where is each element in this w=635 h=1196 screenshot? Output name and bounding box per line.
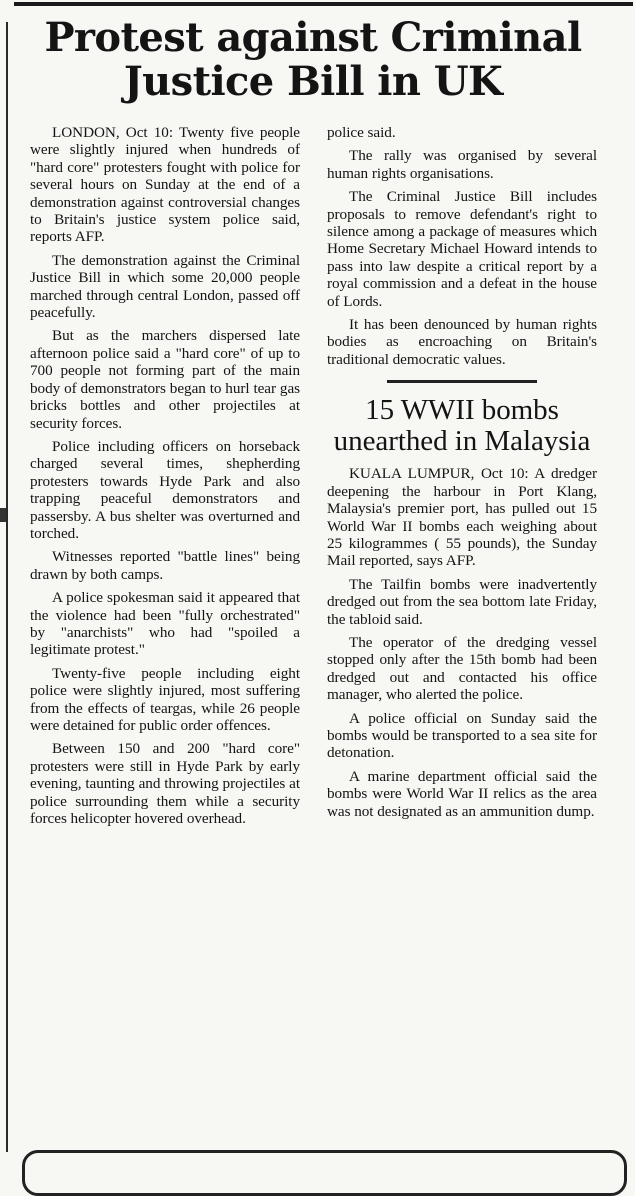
article1-paragraph: Between 150 and 200 "hard core" protesters were still in Hyde Park by early evening, taunting and throwing projectiles at police surrounding them while a security forces helicopter hovered overhead. (30, 740, 300, 828)
article1-headline: Protest against Criminal Justice Bill in UK (44, 14, 582, 105)
article1-paragraph: Twenty-five people including eight police were slightly injured, most suffering from the effects of teargas, while 26 people were detained for public order offences. (30, 664, 300, 734)
article1-continued-paragraph: The rally was organised by several human rights organisations. (327, 147, 597, 182)
article1-paragraph: But as the marchers dispersed late afternoon police said a "hard core" of up to 700 people not forming part of the main body of demonstrators began to hurl tear gas bricks bottles and other projectiles at security forces. (30, 327, 300, 432)
article2-headline: 15 WWII bombs unearthed in Malaysia (333, 394, 591, 458)
article1-continued-paragraph: It has been denounced by human rights bodies as encroaching on Britain's traditional democratic values. (327, 316, 597, 368)
left-edge-mark (0, 508, 6, 522)
article1-continued-paragraph: The Criminal Justice Bill includes proposals to remove defendant's right to silence among a package of measures which Home Secretary Michael Howard intends to pass into law despite a critical report by a royal commission and a defeat in the house of Lords. (327, 188, 597, 310)
article2-paragraph: The Tailfin bombs were inadvertently dredged out from the sea bottom late Friday, the tabloid said. (327, 575, 597, 628)
article2-paragraph: The operator of the dredging vessel stopped only after the 15th bomb had been dredged out and contacted his office manager, who alerted the police. (327, 633, 597, 704)
next-article-box (22, 1150, 627, 1196)
article1-paragraph: Police including officers on horseback charged several times, shepherding protesters towards Hyde Park and also trapping peaceful demonstrators and passersby. A bus shelter was overturned and torched. (30, 437, 300, 542)
article2-paragraph: A police official on Sunday said the bombs would be transported to a sea site for detonation. (327, 709, 597, 762)
article1-column-1 (30, 124, 300, 833)
article-column-2 (327, 124, 597, 826)
article-separator (387, 380, 537, 383)
article1-continued-paragraph: police said. (327, 124, 396, 141)
top-rule (14, 2, 633, 6)
left-column-rule (6, 22, 8, 1152)
article1-paragraph: Witnesses reported "battle lines" being drawn by both camps. (30, 548, 300, 583)
article1-paragraph: LONDON, Oct 10: Twenty five people were slightly injured when hundreds of "hard core" protesters fought with police for several hours on Sunday at the end of a demonstration against controversial changes to Britain's justice system police said, reports AFP. (30, 124, 300, 246)
article2-paragraph: KUALA LUMPUR, Oct 10: A dredger deepening the harbour in Port Klang, Malaysia's premier port, has pulled out 15 World War II bombs each weighing about 25 kilogrammes ( 55 pounds), the Sunday Mail reported, says AFP. (327, 465, 597, 570)
article2-paragraph: A marine department official said the bombs were World War II relics as the area was not designated as an ammunition dump. (327, 767, 597, 820)
article1-paragraph: A police spokesman said it appeared that the violence had been "fully orchestrated" by "anarchists" who had "spoiled a legitimate protest." (30, 589, 300, 659)
article1-paragraph: The demonstration against the Criminal Justice Bill in which some 20,000 people marched through central London, passed off peacefully. (30, 251, 300, 322)
